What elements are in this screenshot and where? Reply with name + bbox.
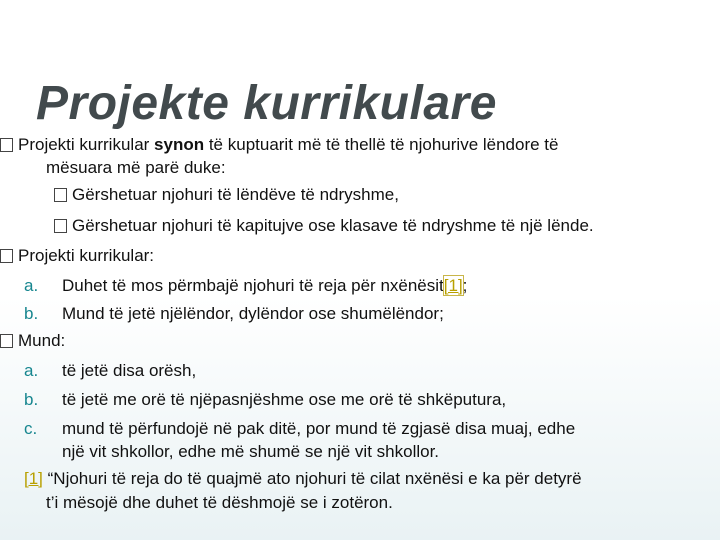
list-letter: a. xyxy=(24,276,39,295)
paragraph-2: Projekti kurrikular: xyxy=(0,246,154,266)
footnote-link[interactable]: [1] xyxy=(443,276,463,295)
list-item: b. të jetë me orë të njëpasnjëshme ose me orë të shkëputura, xyxy=(24,390,507,409)
paragraph-1-line-1: Projekti kurrikular synon të kuptuarit më të thellë të njohurive lëndore të xyxy=(0,135,559,155)
list-item: a. të jetë disa orësh, xyxy=(24,361,197,380)
footnote: [1] “Njohuri të reja do të quajmë ato njohuri të cilat nxënësi e ka për detyrë xyxy=(24,469,582,488)
bullet-icon xyxy=(0,249,13,263)
slide-title: Projekte kurrikulare xyxy=(36,77,497,130)
list-letter: b. xyxy=(24,390,39,409)
bullet-icon xyxy=(0,138,13,152)
footnote-continuation: t’i mësojë dhe duhet të dëshmojë se i zotëron. xyxy=(46,493,393,512)
bullet-icon xyxy=(54,188,67,202)
list-item: c. mund të përfundojë në pak ditë, por mund të zgjasë disa muaj, edhe xyxy=(24,419,576,438)
footnote-marker[interactable]: [1] xyxy=(24,469,43,488)
list-letter: c. xyxy=(24,419,38,438)
list-item-continuation: një vit shkollor, edhe më shumë se një vit shkollor. xyxy=(62,442,440,461)
paragraph-3: Mund: xyxy=(0,331,65,351)
sub-bullet-1: Gërshetuar njohuri të lëndëve të ndryshme, xyxy=(54,185,399,205)
list-letter: a. xyxy=(24,361,39,380)
list-letter: b. xyxy=(24,304,39,323)
list-item: a. Duhet të mos përmbajë njohuri të reja për nxënësit[1]; xyxy=(24,276,468,295)
bold-word: synon xyxy=(154,135,205,154)
bullet-icon xyxy=(54,219,67,233)
sub-bullet-2: Gërshetuar njohuri të kapitujve ose klasave të ndryshme të një lënde. xyxy=(54,216,594,236)
paragraph-1-line-2: mësuara më parë duke: xyxy=(46,158,226,177)
list-item: b. Mund të jetë njëlëndor, dylëndor ose shumëlëndor; xyxy=(24,304,444,323)
bullet-icon xyxy=(0,334,13,348)
